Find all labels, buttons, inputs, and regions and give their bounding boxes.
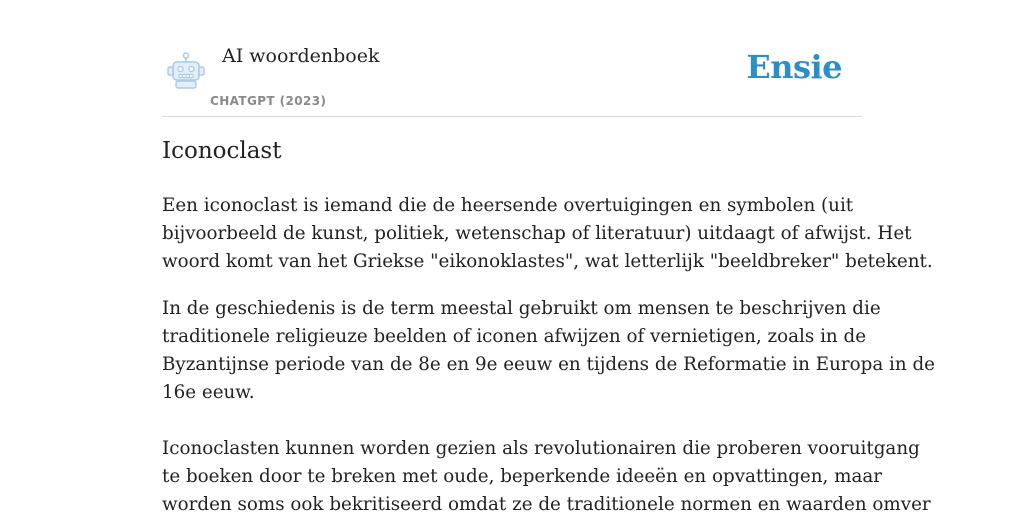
paragraph-line: bijvoorbeeld de kunst, politiek, wetenschap of literatuur) uitdaagt of afwijst. Het	[162, 223, 912, 244]
source-subtitle: CHATGPT (2023)	[210, 94, 327, 108]
paragraph-line: woord komt van het Griekse "eikonoklastes", wat letterlijk "beeldbreker" betekent.	[162, 251, 933, 272]
paragraph-line: te boeken door te breken met oude, beperkende ideeën en opvattingen, maar	[162, 466, 883, 487]
paragraph-line: In de geschiedenis is de term meestal gebruikt om mensen te beschrijven die	[162, 298, 881, 319]
ensie-logo[interactable]: Ensie	[746, 48, 842, 86]
paragraph-line: traditionele religieuze beelden of iconen afwijzen of vernietigen, zoals in de	[162, 326, 867, 347]
robot-icon	[166, 52, 206, 90]
paragraph-2	[162, 295, 935, 407]
paragraph-line: 16e eeuw.	[162, 382, 255, 403]
paragraph-3	[162, 435, 931, 512]
entry-content	[162, 192, 935, 512]
entry-title: Iconoclast	[162, 138, 282, 164]
paragraph-line: Byzantijnse periode van de 8e en 9e eeuw en tijdens de Reformatie in Europa in de	[162, 354, 935, 375]
paragraph-line: Iconoclasten kunnen worden gezien als revolutionairen die proberen vooruitgang	[162, 438, 920, 459]
paragraph-line: worden soms ook bekritiseerd omdat ze de traditionele normen en waarden omver	[162, 494, 931, 512]
paragraph-line: Een iconoclast is iemand die de heersende overtuigingen en symbolen (uit	[162, 195, 854, 216]
source-title: AI woordenboek	[222, 45, 380, 67]
page-header	[162, 0, 862, 117]
paragraph-1	[162, 192, 933, 276]
